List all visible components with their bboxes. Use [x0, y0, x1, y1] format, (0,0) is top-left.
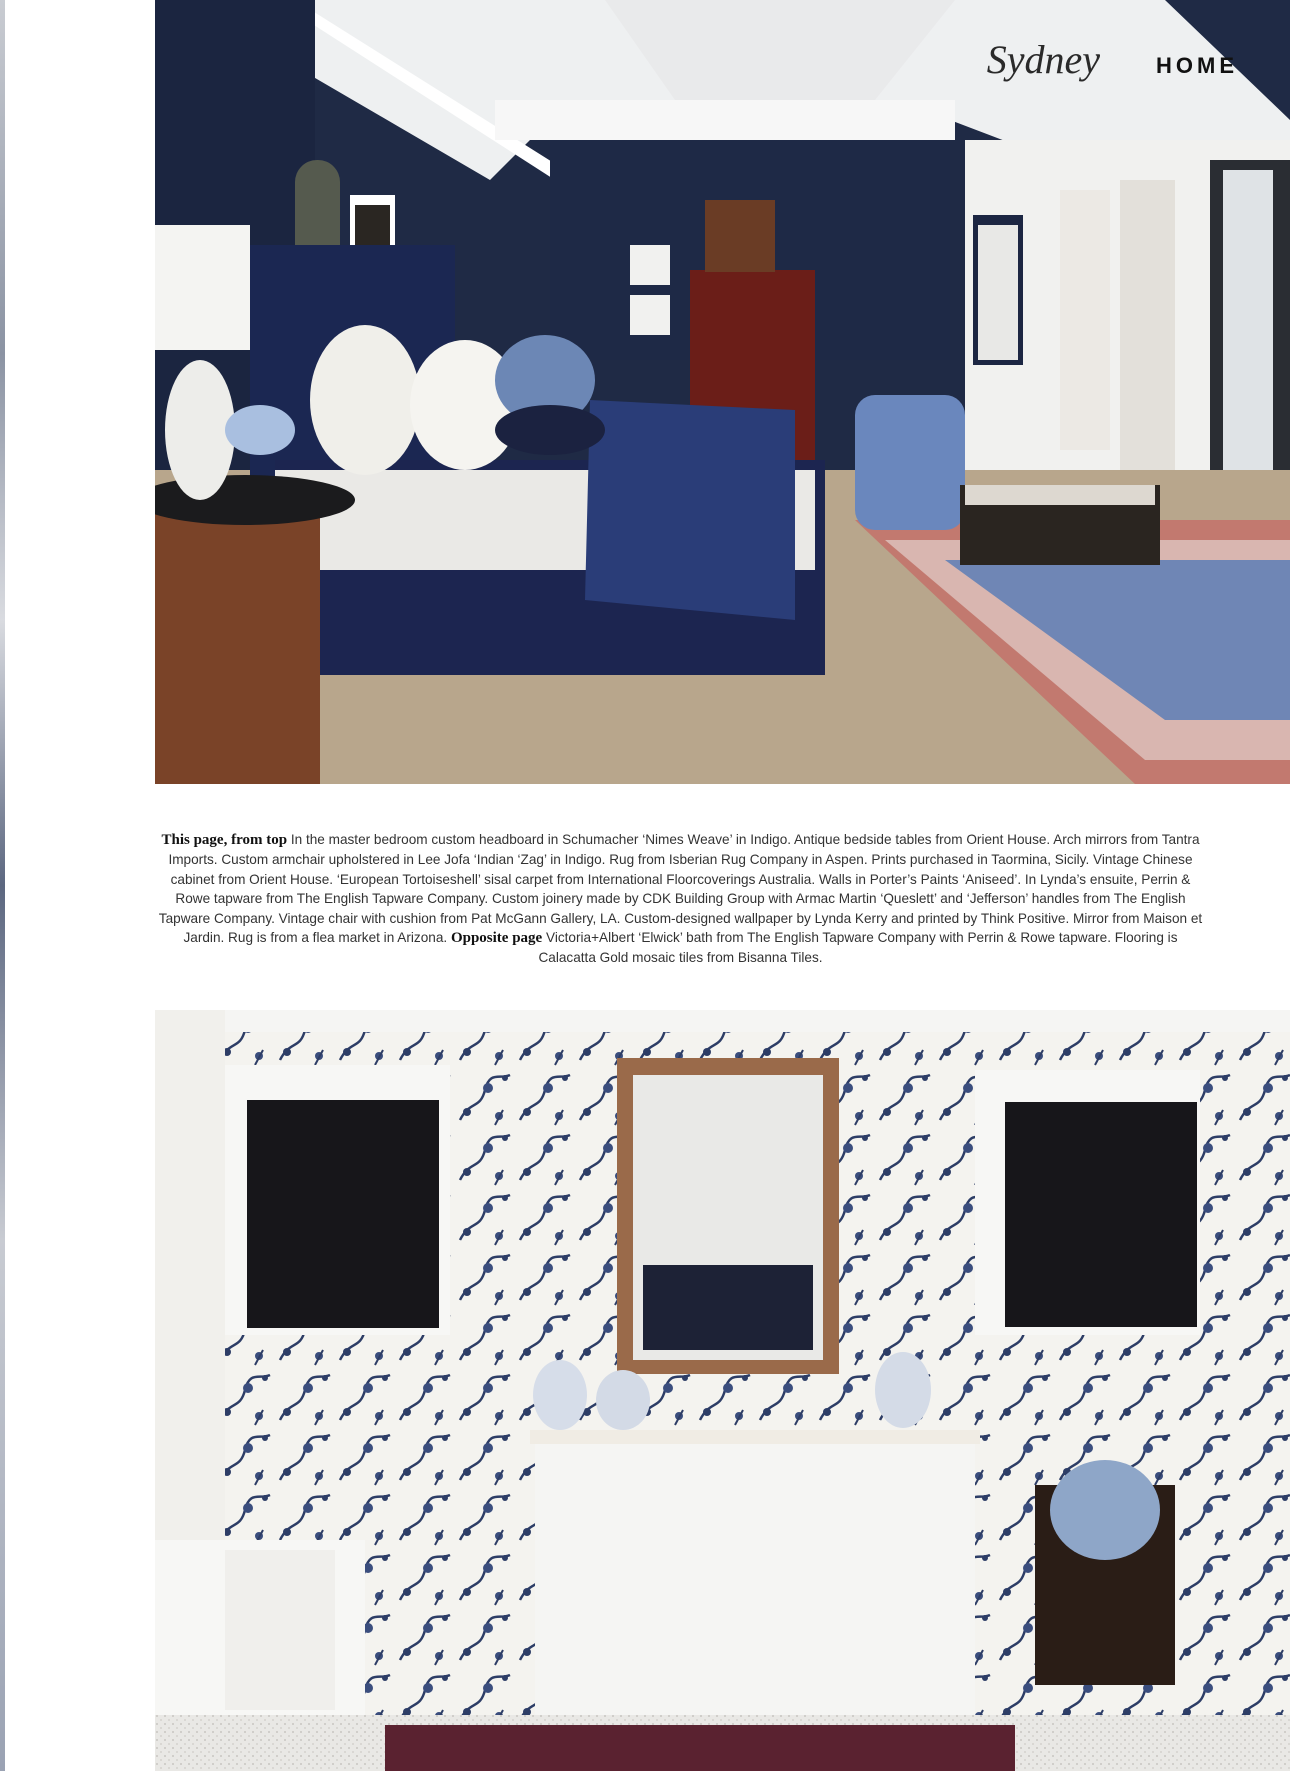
bathroom-photo — [155, 1010, 1290, 1771]
page-gutter — [0, 0, 155, 1771]
masthead-section: HOME — [1156, 53, 1238, 78]
masthead — [987, 36, 1238, 83]
caption-text-1: In the master bedroom custom headboard in Schumacher ‘Nimes Weave’ in Indigo. Antique bedside tables from Orient House. Arch mirrors from Tantra Imports. Custom armchair upholstered in Lee Jofa ‘Indian ‘Zag’ in Indigo. Rug from Isberian Rug Company in Aspen. Prints purchased in Taormina, Sicily. Vintage Chinese cabinet from Orient House. ‘European Tortoiseshell’ sisal carpet from International Floorcoverings Australia. Walls in Porter’s Paints ‘Aniseed’. In Lynda’s ensuite, Perrin & Rowe tapware from The English Tapware Company. Custom joinery made by CDK Building Group with Armac Martin ‘Queslett’ and ‘Jefferson’ handles from The English Tapware Company. Vintage chair with cushion from Pat McGann Gallery, LA. Custom-designed wallpaper by Lynda Kerry and printed by Think Positive. Mirror from Maison et Jardin. Rug is from a flea market in Arizona. — [158, 832, 1203, 946]
bedroom-photo — [155, 0, 1290, 784]
caption-lead: This page, from top — [161, 832, 288, 848]
masthead-city: Sydney — [986, 37, 1100, 82]
binding-edge — [0, 0, 5, 1771]
caption-lead-2: Opposite page — [450, 930, 543, 947]
caption-text-2: Victoria+Albert ‘Elwick’ bath from The English Tapware Company with Perrin & Rowe tapware. Flooring is Calacatta Gold mosaic tiles from Bisanna Tiles. — [538, 930, 1178, 966]
photo-caption — [153, 830, 1208, 968]
